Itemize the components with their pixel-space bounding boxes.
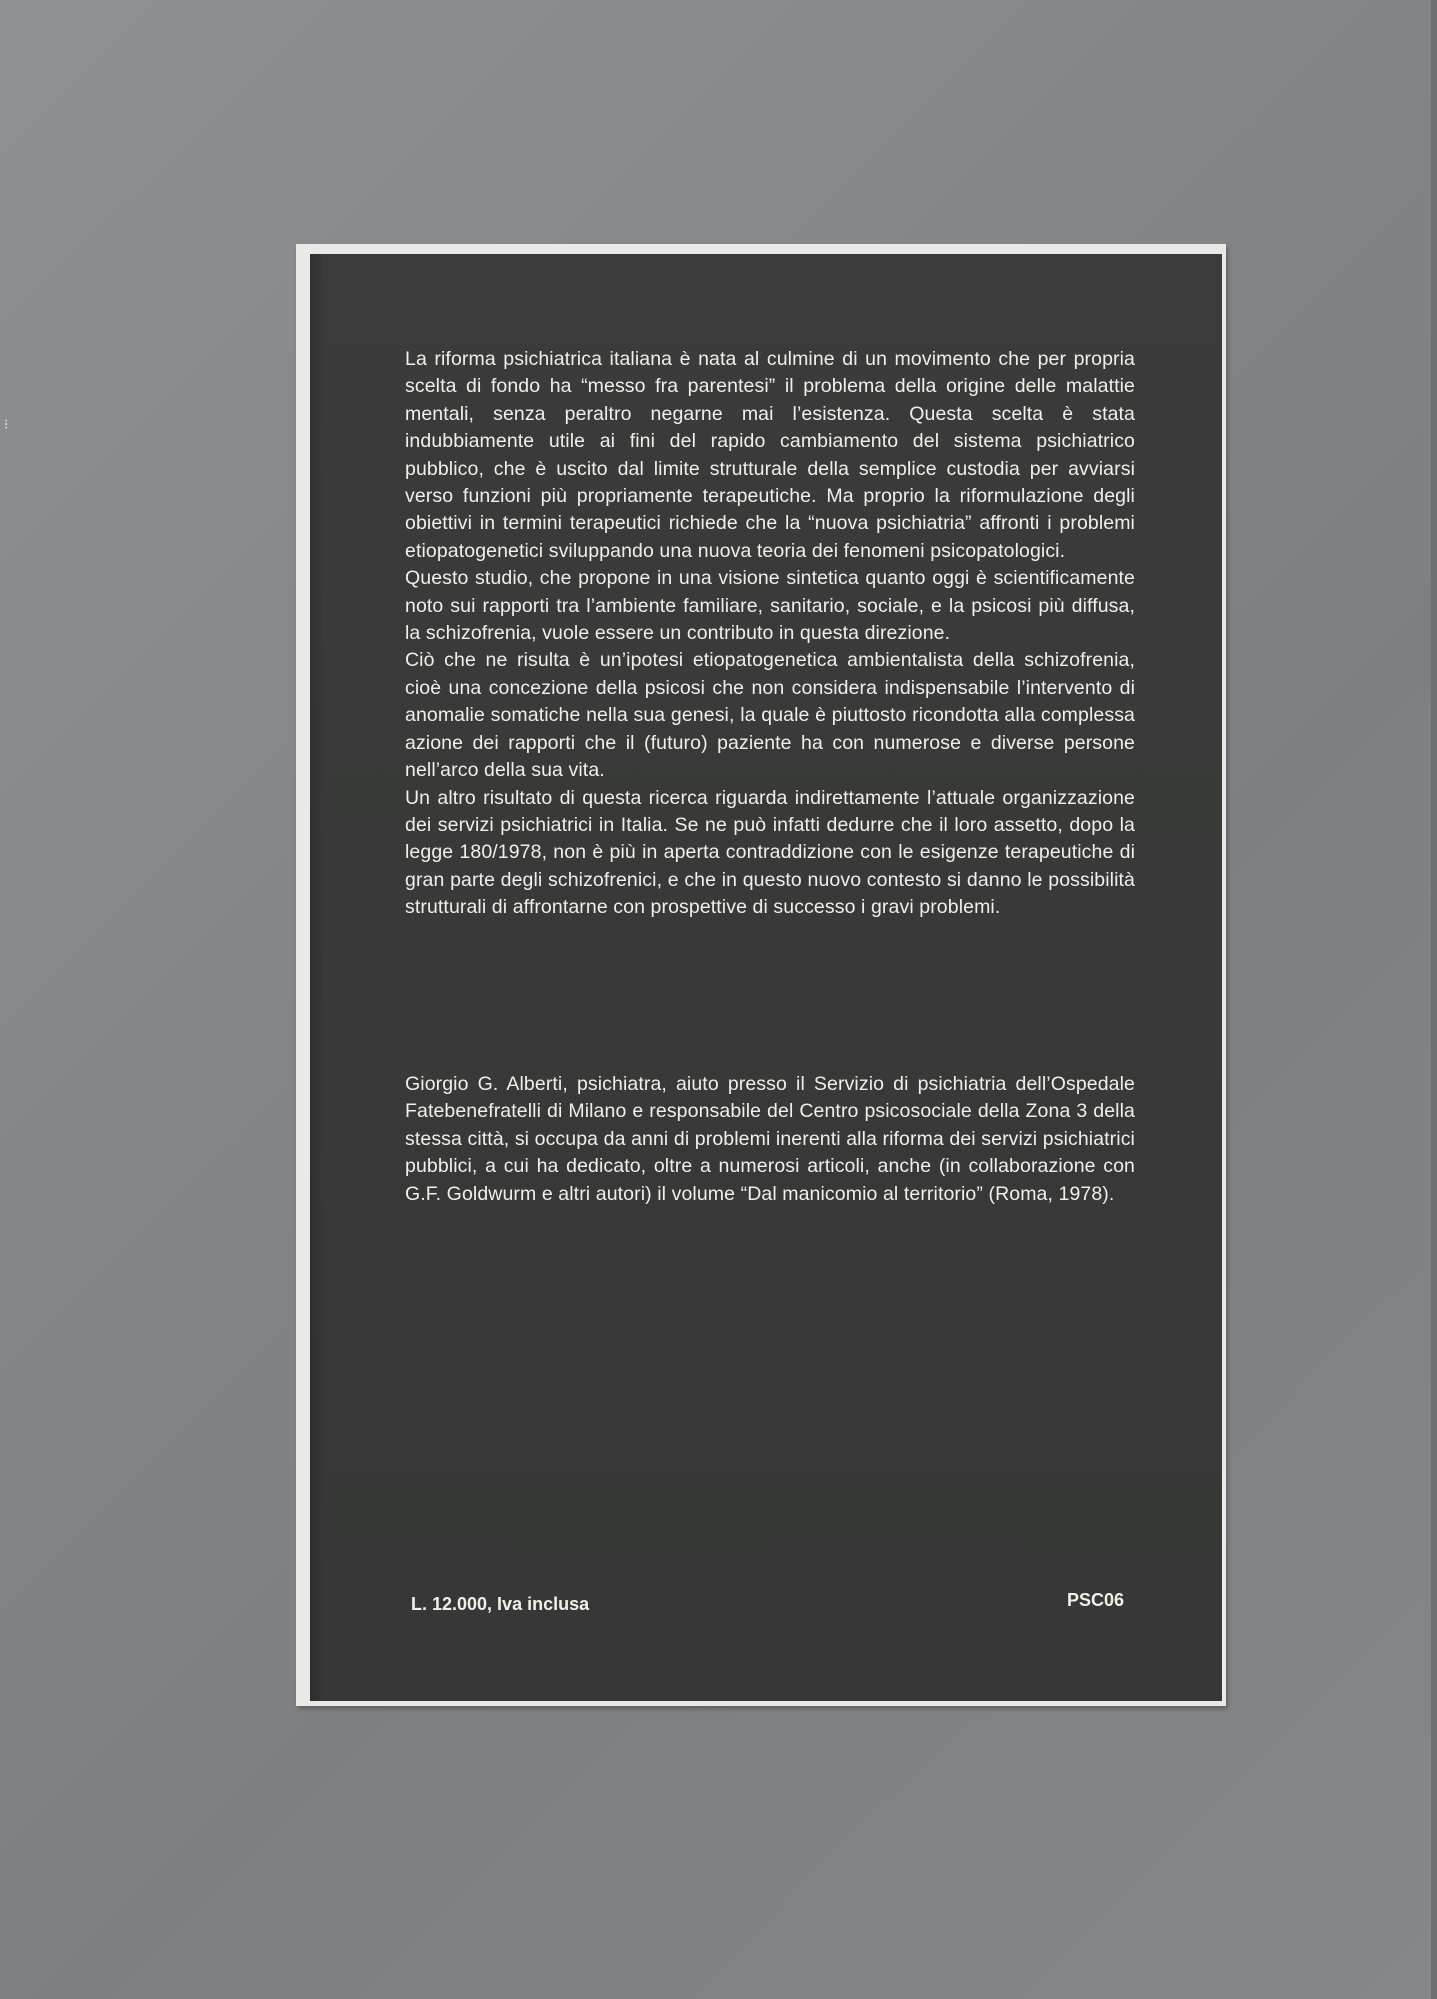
scanner-edge — [1431, 0, 1437, 1999]
series-code: PSC06 — [1067, 1590, 1125, 1610]
author-bio: Giorgio G. Alberti, psichiatra, aiuto presso il Servizio di psichiatria dell’Ospedale Fatebenefratelli di Milano e responsabile del Centro psicosociale della Zona 3 della stessa città, si occupa da anni di problemi inerenti alla riforma dei servizi psichiatrici pubblici, a cui ha dedicato, oltre a numerosi articoli, anche (in collaborazione con G.F. Goldwurm e altri autori) il volume “Dal manicomio al territorio” (Roma, 1978). — [405, 1073, 1135, 1205]
blurb-paragraph: La riforma psichiatrica italiana è nata al culmine di un movimento che per propria scelta di fondo ha “messo fra parentesi” il problema della origine delle malattie mentali, senza peraltro negarne mai l’esistenza. Questa scelta è stata indubbiamente utile ai fini del rapido cambiamento del sistema psichiatrico pubblico, che è uscito dal limite strutturale della semplice custodia per avviarsi verso funzioni più propriamente terapeutiche. Ma proprio la riformulazione degli obiettivi in termini terapeutici richiede che la “nuova psichiatria” affronti i problemi etiopatogenetici sviluppando una nuova teoria dei fenomeni psicopatologici. — [405, 348, 1135, 562]
blurb-paragraph: Un altro risultato di questa ricerca riguarda indirettamente l’attuale organizzazione dei servizi psichiatrici in Italia. Se ne può infatti dedurre che il loro assetto, dopo la legge 180/1978, non è più in aperta contraddizione con le esigenze terapeutiche di gran parte degli schizofrenici, e che in questo nuovo contesto si danno le possibilità strutturali di affrontarne con prospettive di successo i gravi problemi. — [405, 786, 1135, 919]
scan-speck: ⁝ — [4, 416, 9, 432]
price-label: L. 12.000, Iva inclusa — [411, 1594, 590, 1614]
cover-spine-shadow — [310, 254, 324, 1701]
blurb-paragraph: Ciò che ne risulta è un’ipotesi etiopatogenetica ambientalista della schizofrenia, cioè una concezione della psicosi che non considera indispensabile l’intervento di anomalie somatiche nella sua genesi, la quale è piuttosto ricondotta alla complessa azione dei rapporti che il (futuro) paziente ha con numerose e diverse persone nell’arco della sua vita. — [405, 649, 1135, 782]
blurb-text — [405, 346, 1135, 922]
blurb-paragraph: Questo studio, che propone in una visione sintetica quanto oggi è scientificamente noto sui rapporti tra l’ambiente familiare, sanitario, sociale, e la psicosi più diffusa, la schizofrenia, vuole essere un contributo in questa direzione. — [405, 567, 1135, 645]
